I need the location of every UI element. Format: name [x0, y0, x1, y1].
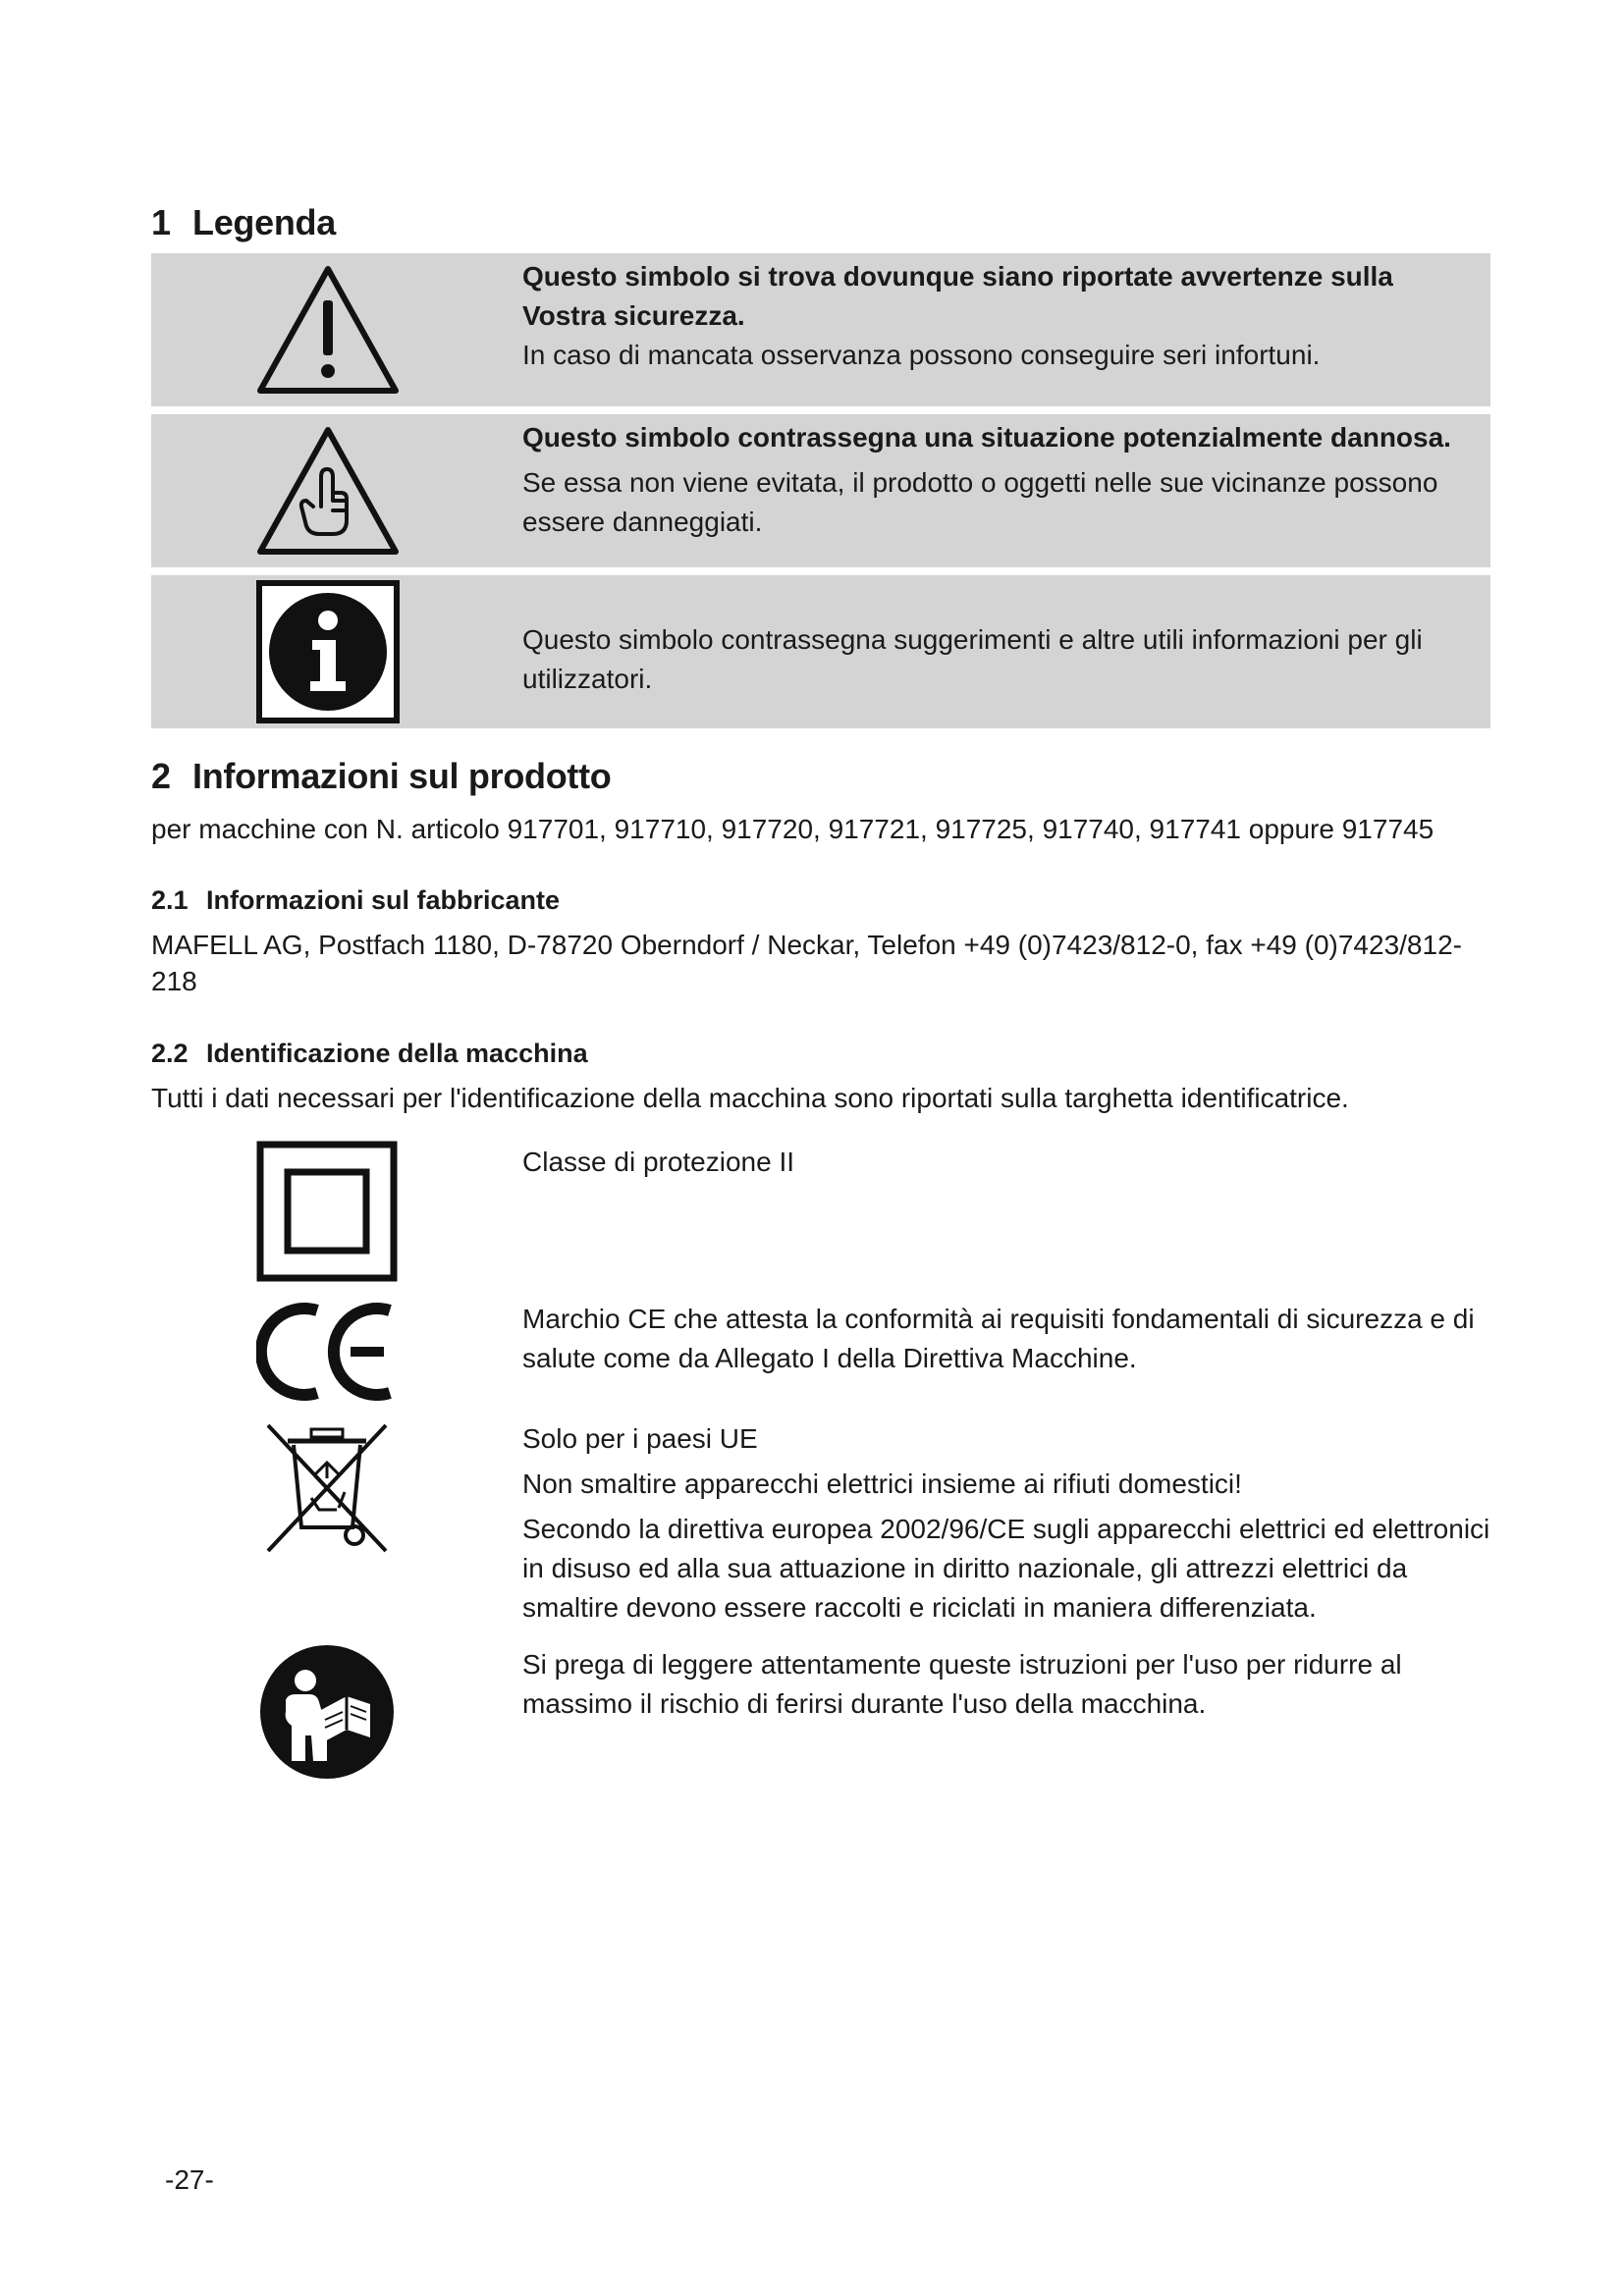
legend-row-1-normal: In caso di mancata osservanza possono conseguire seri infortuni.	[522, 340, 1321, 370]
section-1-title: Legenda	[192, 202, 336, 242]
info-icon	[249, 575, 406, 728]
legend-row-3-text	[522, 620, 1475, 699]
section-1-heading	[151, 202, 336, 243]
read-manual-icon	[253, 1639, 401, 1785]
weee-line-3: Secondo la direttiva europea 2002/96/CE sugli apparecchi elettrici ed elettronici in disuso ed alla sua attuazione in diritto nazionale, gli attrezzi elettrici da smaltire devono essere raccolti e riciclati in maniera differenziata.	[522, 1514, 1490, 1623]
section-2-1-heading	[151, 885, 560, 916]
legend-row-1-text	[522, 257, 1475, 375]
protection-class-ii-icon	[253, 1139, 401, 1284]
weee-text	[522, 1419, 1494, 1628]
product-intro: per macchine con N. articolo 917701, 917710, 917720, 917721, 917725, 917740, 917741 oppure 917745	[151, 814, 1435, 844]
legend-row-1-bold: Questo simbolo si trova dovunque siano riportate avvertenze sulla Vostra sicurezza.	[522, 261, 1393, 331]
legend-row-safety-warning	[151, 253, 1490, 406]
read-manual-text	[522, 1645, 1494, 1724]
legend-row-damage-warning	[151, 414, 1490, 567]
section-2-heading	[151, 756, 611, 797]
section-2-1-title: Informazioni sul fabbricante	[206, 885, 561, 915]
legend-row-2-text	[522, 418, 1475, 542]
section-2-2-title: Identificazione della macchina	[206, 1039, 588, 1068]
legend-row-3-normal: Questo simbolo contrassegna suggerimenti e altre utili informazioni per gli utilizzatori.	[522, 624, 1423, 694]
section-2-1-number: 2.1	[151, 885, 189, 915]
section-1-number: 1	[151, 202, 171, 242]
section-2-2-heading	[151, 1039, 588, 1069]
weee-line-1: Solo per i paesi UE	[522, 1423, 758, 1454]
weee-line-2: Non smaltire apparecchi elettrici insieme ai rifiuti domestici!	[522, 1468, 1242, 1499]
ce-mark-icon	[253, 1298, 401, 1406]
read-manual-line: Si prega di leggere attentamente queste istruzioni per l'uso per ridurre al massimo il rischio di ferirsi durante l'uso della macchina.	[522, 1649, 1402, 1719]
crossed-bin-icon	[253, 1419, 401, 1557]
legend-row-2-normal: Se essa non viene evitata, il prodotto o oggetti nelle sue vicinanze possono essere danneggiati.	[522, 467, 1438, 537]
legend-row-2-bold: Questo simbolo contrassegna una situazione potenzialmente dannosa.	[522, 422, 1451, 453]
page-number: -27-	[165, 2164, 214, 2195]
protection-class-line: Classe di protezione II	[522, 1147, 795, 1177]
section-2-2-number: 2.2	[151, 1039, 189, 1068]
section-2-title: Informazioni sul prodotto	[192, 756, 612, 796]
protection-class-text	[522, 1143, 1494, 1182]
manufacturer-info: MAFELL AG, Postfach 1180, D-78720 Oberndorf / Neckar, Telefon +49 (0)7423/812-0, fax +49 (0)7423/812-218	[151, 930, 1462, 996]
identification-text: Tutti i dati necessari per l'identificazione della macchina sono riportati sulla targhetta identificatrice.	[151, 1083, 1349, 1113]
warning-exclamation-icon	[249, 253, 406, 406]
legend-row-info	[151, 575, 1490, 728]
ce-mark-text	[522, 1300, 1494, 1378]
section-2-number: 2	[151, 756, 171, 796]
ce-mark-line: Marchio CE che attesta la conformità ai requisiti fondamentali di sicurezza e di salute come da Allegato I della Direttiva Macchine.	[522, 1304, 1475, 1373]
warning-hand-icon	[249, 414, 406, 567]
